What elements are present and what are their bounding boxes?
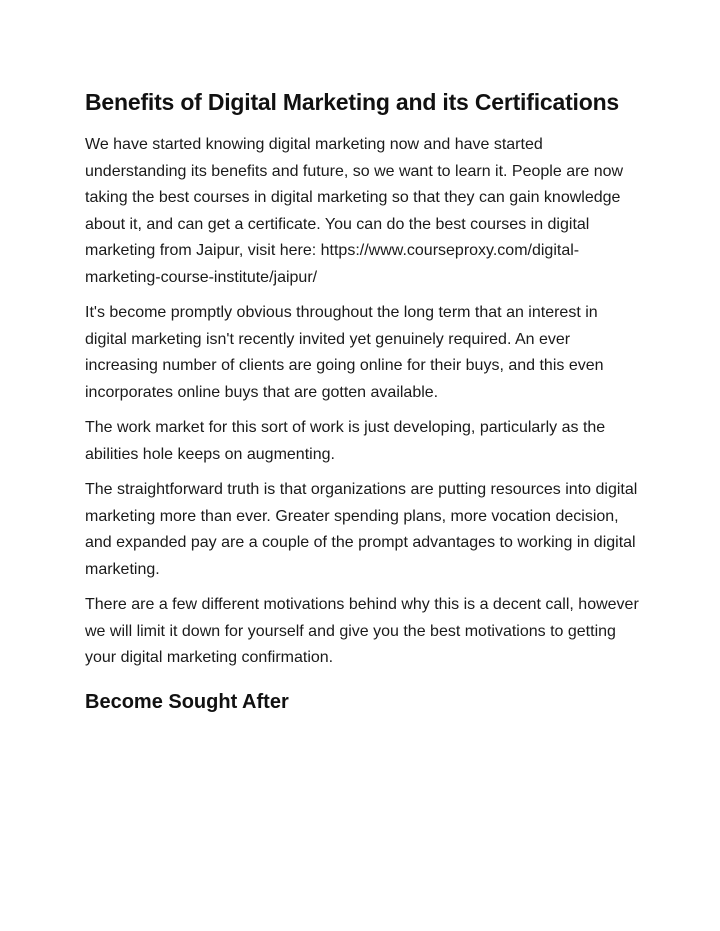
paragraph-interest: It's become promptly obvious throughout the long term that an interest in digital marketing isn't recently invited yet genuinely required. An ever increasing number of clients are going online for their buys, and this even incorporates online buys that are gotten available. <box>85 304 604 401</box>
paragraph-investment: The straightforward truth is that organizations are putting resources into digital marketing more than ever. Greater spending plans, more vocation decision, and expanded pay are a couple of the prompt advantages to working in digital marketing. <box>85 481 638 578</box>
paragraph-intro: We have started knowing digital marketing now and have started understanding its benefits and future, so we want to learn it. People are now taking the best courses in digital marketing so that they can gain knowledge about it, and can get a certificate. You can do the best courses in digital marketing from Jaipur, visit here: https://www.courseproxy.com/digital-marketing-course-institute/jaipur/ <box>85 136 624 286</box>
paragraph-motivations: There are a few different motivations behind why this is a decent call, however we will limit it down for yourself and give you the best motivations to getting your digital marketing confirmation. <box>85 596 639 666</box>
section-heading: Become Sought After <box>85 690 289 713</box>
paragraph-work-market: The work market for this sort of work is just developing, particularly as the abilities hole keeps on augmenting. <box>85 419 606 463</box>
document-title: Benefits of Digital Marketing and its Certifications <box>85 89 620 115</box>
